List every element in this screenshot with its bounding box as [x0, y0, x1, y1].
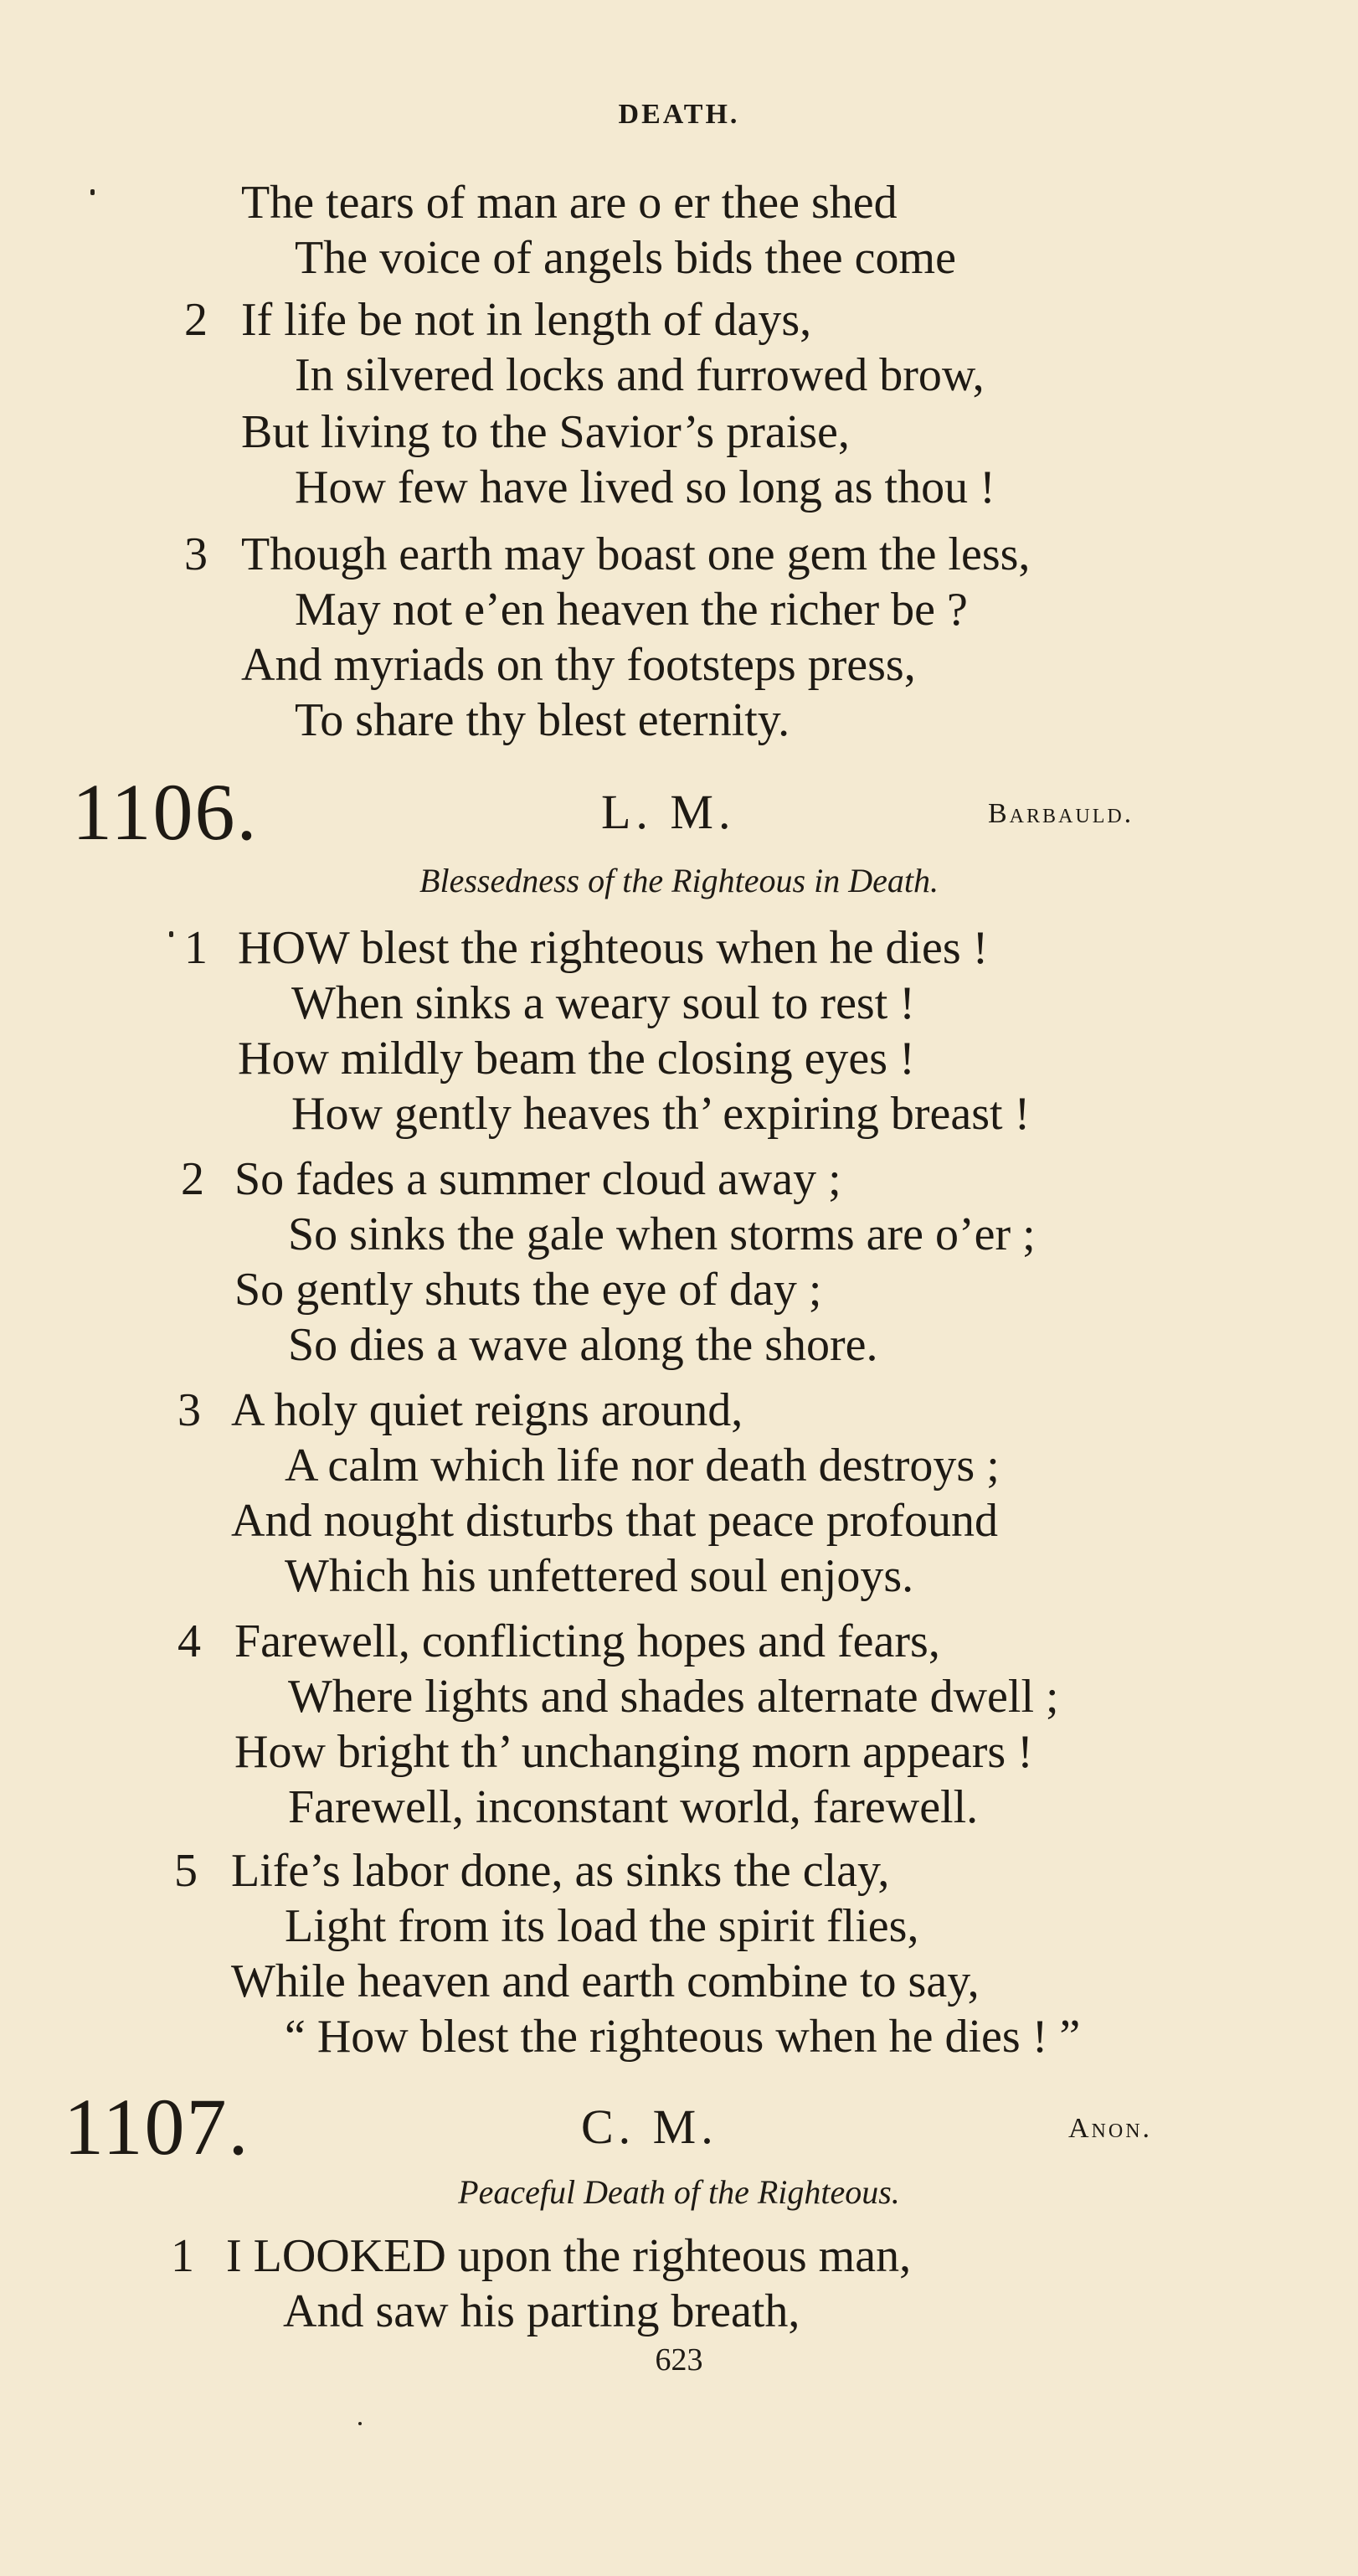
- verse-line: Which his unfettered soul enjoys.: [285, 1550, 914, 1602]
- hymn-subtitle: Blessedness of the Righteous in Death.: [419, 862, 939, 899]
- stanza-number: 2: [181, 1153, 204, 1205]
- verse-line: When sinks a weary soul to rest !: [291, 977, 915, 1029]
- verse-line: And myriads on thy footsteps press,: [241, 639, 916, 691]
- verse-line: A holy quiet reigns around,: [231, 1384, 743, 1436]
- verse-line: So dies a wave along the shore.: [288, 1319, 878, 1371]
- verse-line: So fades a summer cloud away ;: [234, 1153, 841, 1205]
- verse-line: A calm which life nor death destroys ;: [285, 1440, 1000, 1492]
- stanza-number: 3: [184, 528, 208, 580]
- verse-line: Light from its load the spirit flies,: [285, 1900, 919, 1952]
- stanza-number: 5: [174, 1845, 198, 1897]
- hymn-subtitle: Peaceful Death of the Righteous.: [458, 2173, 900, 2211]
- verse-line: How gently heaves th’ expiring breast !: [291, 1088, 1031, 1140]
- verse-line: In silvered locks and furrowed brow,: [295, 349, 985, 401]
- stanza-number: 3: [177, 1384, 201, 1436]
- verse-line: But living to the Savior’s praise,: [241, 406, 850, 458]
- verse-line: While heaven and earth combine to say,: [231, 1955, 980, 2007]
- verse-line: The voice of angels bids thee come: [295, 232, 956, 284]
- hymn-meter: L. M.: [601, 785, 736, 839]
- hymn-number: 1106.: [72, 767, 259, 857]
- verse-line: “ How blest the righteous when he dies ! ”: [285, 2011, 1081, 2063]
- verse-line: Farewell, inconstant world, farewell.: [288, 1781, 979, 1833]
- verse-line: Where lights and shades alternate dwell ;: [288, 1671, 1059, 1723]
- verse-line: Farewell, conflicting hopes and fears,: [234, 1615, 940, 1667]
- hymn-author: Anon.: [1068, 2113, 1153, 2144]
- stanza-number: 4: [177, 1615, 201, 1667]
- verse-line: The tears of man are o er thee shed: [241, 177, 898, 229]
- stanza-number: 1: [171, 2230, 194, 2282]
- verse-line: I LOOKED upon the righteous man,: [226, 2230, 912, 2282]
- verse-line: Though earth may boast one gem the less,: [241, 528, 1031, 580]
- verse-line: How mildly beam the closing eyes !: [238, 1033, 915, 1084]
- hymn-number: 1107.: [64, 2082, 250, 2172]
- ink-speck: [169, 931, 173, 937]
- ink-speck: [90, 189, 95, 195]
- verse-line: And nought disturbs that peace profound: [231, 1495, 999, 1547]
- verse-line: Life’s labor done, as sinks the clay,: [231, 1845, 890, 1897]
- hymn-author: Barbauld.: [988, 798, 1134, 829]
- stanza-number: 2: [184, 294, 208, 346]
- verse-line: To share thy blest eternity.: [295, 694, 790, 746]
- running-head: DEATH.: [618, 99, 740, 130]
- verse-line: If life be not in length of days,: [241, 294, 812, 346]
- verse-line: And saw his parting breath,: [283, 2285, 800, 2337]
- verse-line: May not e’en heaven the richer be ?: [295, 584, 968, 636]
- ink-speck: [358, 2422, 362, 2425]
- hymn-meter: C. M.: [581, 2099, 718, 2154]
- verse-line: HOW blest the righteous when he dies !: [238, 922, 989, 974]
- verse-line: So sinks the gale when storms are o’er ;: [288, 1208, 1036, 1260]
- verse-line: How bright th’ unchanging morn appears !: [234, 1726, 1033, 1778]
- page-number: 623: [655, 2342, 703, 2378]
- verse-line: How few have lived so long as thou !: [295, 461, 995, 513]
- stanza-number: 1: [184, 922, 208, 974]
- verse-line: So gently shuts the eye of day ;: [234, 1264, 822, 1316]
